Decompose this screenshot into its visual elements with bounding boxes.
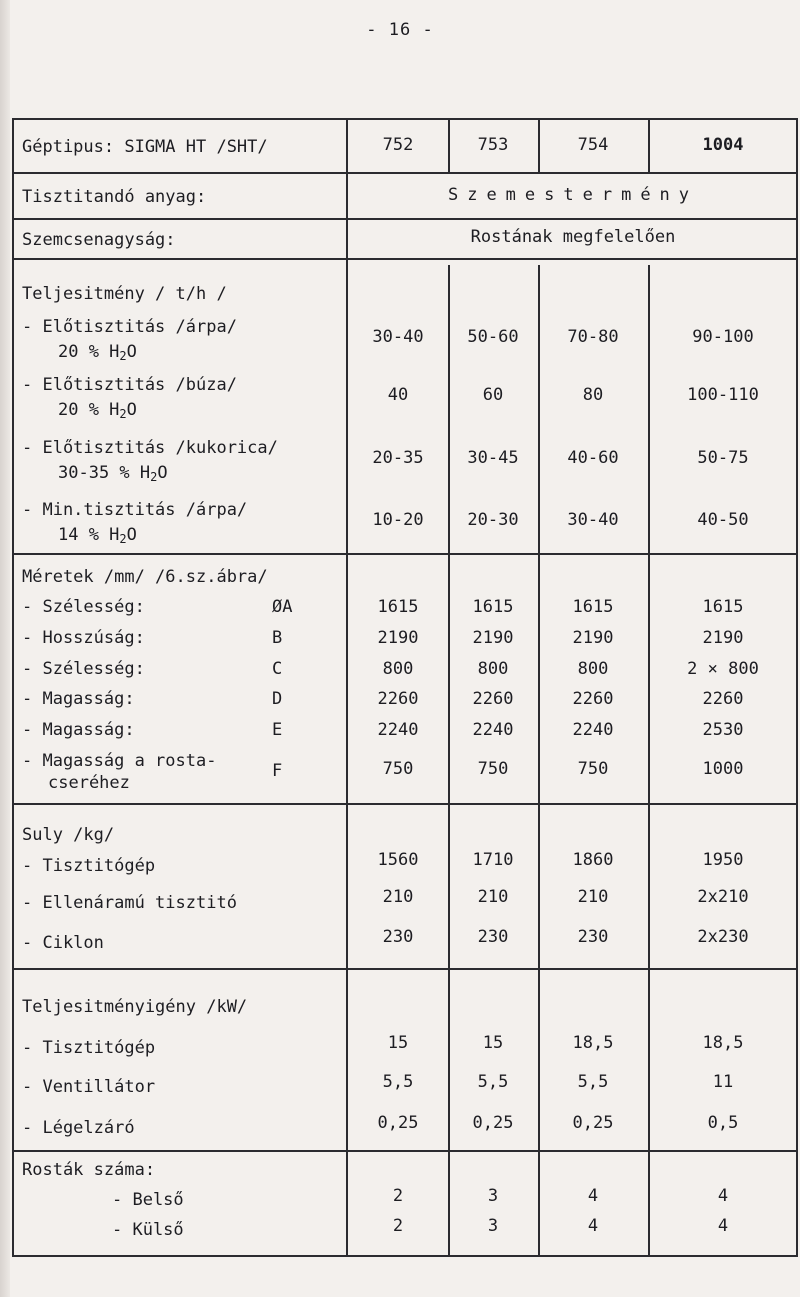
model-753: 753 [477, 135, 509, 155]
dimension-row-value: 2190 [572, 628, 614, 648]
performance-row-label: - Min.tisztitás /árpa/ [22, 500, 248, 520]
dimension-code: B [272, 628, 283, 648]
dimension-row-value: 1615 [702, 597, 744, 617]
performance-row-value: 40-50 [697, 510, 749, 530]
dimensions-title: Méretek /mm/ /6.sz.ábra/ [22, 567, 268, 587]
sieves-row-value: 2 [392, 1186, 404, 1206]
sieves-row-label: - Belső [112, 1190, 184, 1210]
dimension-row-label: - Magasság a rosta- [22, 751, 217, 771]
page-edge-shadow [0, 0, 10, 1297]
weight-row-value: 2x230 [697, 927, 749, 947]
grain-size-value: Rostának megfelelően [470, 227, 676, 247]
subscript-2: 2 [119, 407, 127, 421]
dimension-code: C [272, 659, 283, 679]
weight-row-value: 1710 [472, 850, 514, 870]
dimension-row-value: 800 [382, 659, 414, 679]
subscript-2: 2 [119, 349, 127, 363]
humidity-suffix: O [157, 463, 168, 483]
weight-row-value: 1860 [572, 850, 614, 870]
dimension-row-value: 1615 [572, 597, 614, 617]
dimension-row-value: 1615 [472, 597, 514, 617]
power-row-value: 15 [482, 1033, 504, 1053]
sieves-row-value: 3 [487, 1216, 499, 1236]
model-1004: 1004 [702, 135, 744, 155]
dimension-row-value: 2240 [572, 720, 614, 740]
power-row-label: - Tisztitógép [22, 1038, 156, 1058]
rule-dimensions [12, 803, 798, 805]
performance-row-humidity [58, 400, 137, 420]
rule-top [12, 118, 798, 120]
sieves-row-value: 4 [717, 1186, 729, 1206]
rule-material [12, 218, 798, 220]
power-row-value: 0,25 [377, 1113, 419, 1133]
dimension-row-label: - Magasság: [22, 689, 135, 709]
humidity-text: 20 % H [58, 342, 120, 362]
dimension-row-label: - Szélesség: [22, 659, 145, 679]
dimension-row-label: - Magasság: [22, 720, 135, 740]
performance-title: Teljesitmény / t/h / [22, 284, 227, 304]
weight-row-value: 2x210 [697, 887, 749, 907]
performance-row-value: 50-60 [467, 327, 519, 347]
power-row-value: 11 [712, 1072, 734, 1092]
humidity-suffix: O [126, 525, 137, 545]
performance-row-value: 40-60 [567, 448, 619, 468]
weight-row-value: 210 [577, 887, 609, 907]
performance-row-value: 20-35 [372, 448, 424, 468]
humidity-suffix: O [126, 400, 137, 420]
dimension-row-value: 2190 [377, 628, 419, 648]
power-row-value: 0,25 [472, 1113, 514, 1133]
dimension-row-value: 800 [577, 659, 609, 679]
weight-row-value: 1560 [377, 850, 419, 870]
rule-col-header-4 [648, 118, 650, 172]
power-row-label: - Légelzáró [22, 1118, 135, 1138]
rule-grain [12, 258, 798, 260]
dimension-row-value: 1000 [702, 759, 744, 779]
performance-row-label: - Előtisztitás /kukorica/ [22, 438, 278, 458]
rule-right [796, 118, 798, 1255]
model-754: 754 [577, 135, 609, 155]
dimension-row-value: 2240 [472, 720, 514, 740]
power-row-value: 0,5 [707, 1113, 739, 1133]
dimension-row-value: 2 × 800 [687, 659, 759, 679]
weight-row-value: 230 [382, 927, 414, 947]
rule-col-4 [648, 265, 650, 1255]
sieves-row-value: 4 [717, 1216, 729, 1236]
material-value: Szemestermény [447, 185, 699, 205]
grain-size-label: Szemcsenagyság: [22, 230, 176, 250]
dimension-row-value: 2260 [572, 689, 614, 709]
dimension-row-value: 2530 [702, 720, 744, 740]
power-row-value: 0,25 [572, 1113, 614, 1133]
dimension-row-value: 2260 [472, 689, 514, 709]
weight-row-label: - Ciklon [22, 933, 104, 953]
weight-row-label: - Tisztitógép [22, 856, 156, 876]
dimension-code: D [272, 689, 283, 709]
rule-performance [12, 553, 798, 555]
dimension-row-label: - Szélesség: [22, 597, 145, 617]
weight-row-label: - Ellenáramú tisztitó [22, 893, 237, 913]
subscript-2: 2 [150, 470, 158, 484]
performance-row-value: 30-45 [467, 448, 519, 468]
dimension-row-value: 750 [477, 759, 509, 779]
rule-bottom [12, 1255, 798, 1257]
dimension-row-value: 2260 [377, 689, 419, 709]
power-row-value: 18,5 [572, 1033, 614, 1053]
dimension-row-value: 2240 [377, 720, 419, 740]
power-row-value: 5,5 [477, 1072, 509, 1092]
performance-row-value: 100-110 [687, 385, 759, 405]
power-row-value: 5,5 [577, 1072, 609, 1092]
power-row-value: 18,5 [702, 1033, 744, 1053]
power-row-value: 5,5 [382, 1072, 414, 1092]
weight-row-value: 210 [382, 887, 414, 907]
weight-row-value: 230 [577, 927, 609, 947]
rule-power [12, 1150, 798, 1152]
material-label: Tisztitandó anyag: [22, 187, 207, 207]
dimension-row-value: 1615 [377, 597, 419, 617]
sieves-row-value: 2 [392, 1216, 404, 1236]
performance-row-value: 50-75 [697, 448, 749, 468]
performance-row-humidity [58, 525, 137, 545]
performance-row-value: 30-40 [567, 510, 619, 530]
humidity-text: 30-35 % H [58, 463, 151, 483]
humidity-suffix: O [126, 342, 137, 362]
subscript-2: 2 [119, 532, 127, 546]
power-row-label: - Ventillátor [22, 1077, 156, 1097]
rule-header [12, 172, 798, 174]
dimension-row-label: - Hosszúság: [22, 628, 145, 648]
performance-row-value: 70-80 [567, 327, 619, 347]
page-number: - 16 - [366, 20, 434, 40]
sieves-row-value: 3 [487, 1186, 499, 1206]
dimension-row-value: 2190 [702, 628, 744, 648]
humidity-text: 14 % H [58, 525, 120, 545]
performance-row-value: 90-100 [692, 327, 754, 347]
performance-row-humidity [58, 342, 137, 362]
rule-left [12, 118, 14, 1255]
weight-row-value: 1950 [702, 850, 744, 870]
performance-row-value: 20-30 [467, 510, 519, 530]
sieves-row-value: 4 [587, 1186, 599, 1206]
performance-row-humidity [58, 463, 168, 483]
humidity-text: 20 % H [58, 400, 120, 420]
model-752: 752 [382, 135, 414, 155]
performance-row-value: 80 [582, 385, 604, 405]
performance-row-label: - Előtisztitás /árpa/ [22, 317, 237, 337]
dimension-row-value: 2190 [472, 628, 514, 648]
power-row-value: 15 [387, 1033, 409, 1053]
performance-row-value: 60 [482, 385, 504, 405]
weight-row-value: 230 [477, 927, 509, 947]
weight-title: Suly /kg/ [22, 825, 115, 845]
power-title: Teljesitményigény /kW/ [22, 997, 248, 1017]
sieves-row-value: 4 [587, 1216, 599, 1236]
performance-row-value: 10-20 [372, 510, 424, 530]
performance-row-label: - Előtisztitás /búza/ [22, 375, 237, 395]
dimension-code: F [272, 761, 283, 781]
rule-weight [12, 968, 798, 970]
dimension-code: ØA [272, 597, 293, 617]
dimension-row-value: 2260 [702, 689, 744, 709]
dimension-row-label-cont: cseréhez [48, 773, 130, 793]
sieves-row-label: - Külső [112, 1220, 184, 1240]
dimension-row-value: 800 [477, 659, 509, 679]
performance-row-value: 40 [387, 385, 409, 405]
dimension-row-value: 750 [382, 759, 414, 779]
dimension-row-value: 750 [577, 759, 609, 779]
sieves-title: Rosták száma: [22, 1160, 156, 1180]
dimension-code: E [272, 720, 283, 740]
machine-type-label: Géptipus: SIGMA HT /SHT/ [22, 137, 268, 157]
performance-row-value: 30-40 [372, 327, 424, 347]
weight-row-value: 210 [477, 887, 509, 907]
